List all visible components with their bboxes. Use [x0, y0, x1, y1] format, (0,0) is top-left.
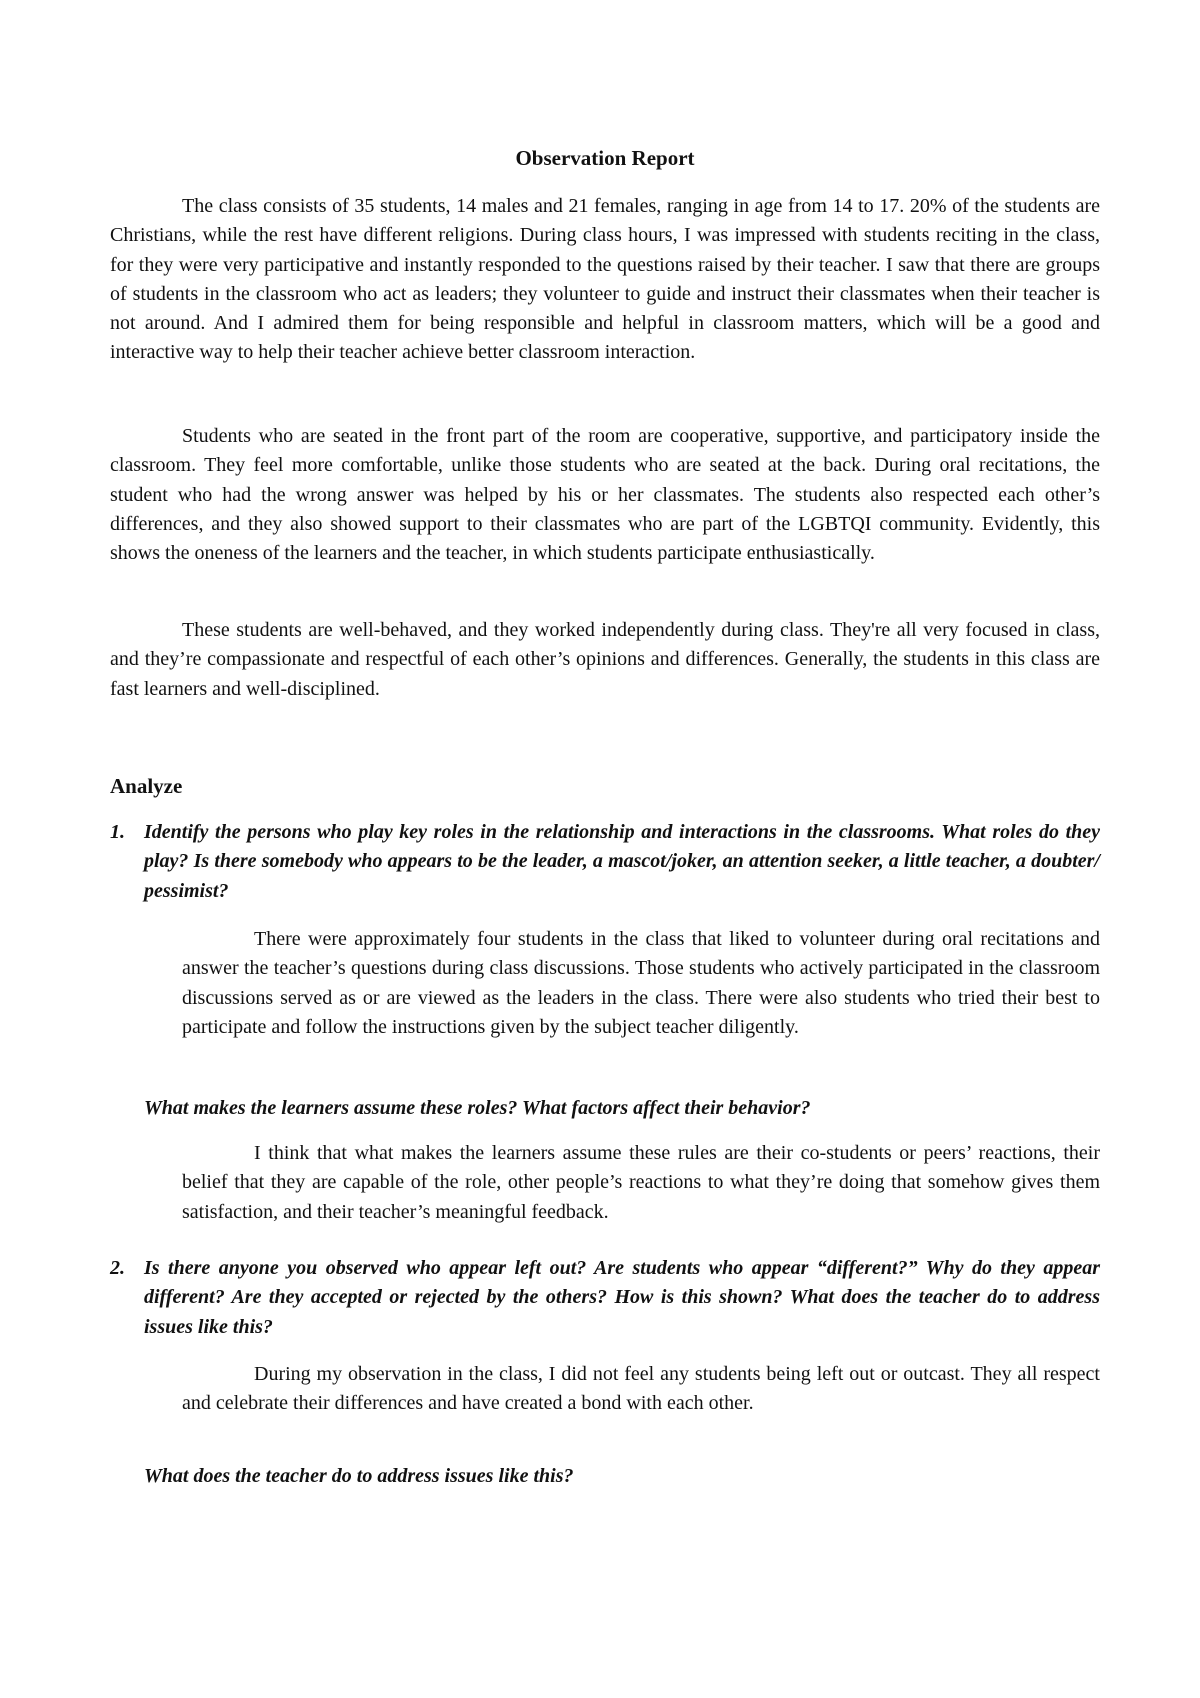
sub-question-2: What does the teacher do to address issues like this?: [144, 1465, 574, 1487]
answer-2: During my observation in the class, I did not feel any students being left out or outcast. They all respect and celebrate their differences and have created a bond with each other.: [182, 1363, 1100, 1415]
body-paragraph-1: The class consists of 35 students, 14 males and 21 females, ranging in age from 14 to 17. 20% of the students are Christians, while the rest have different religions. During class hours, I was impressed with students reciting in the class, for they were very participative and instantly responded to the questions raised by their teacher. I saw that there are groups of students in the classroom who act as leaders; they volunteer to guide and instruct their classmates when their teacher is not around. And I admired them for being responsible and helpful in classroom matters, which will be a good and interactive way to help their teacher achieve better classroom interaction.: [110, 195, 1100, 364]
analyze-heading: Analyze: [110, 774, 183, 798]
body-paragraph-3: These students are well-behaved, and they worked independently during class. They're all very focused in class, and they’re compassionate and respectful of each other’s opinions and differences. Generally, the students in this class are fast learners and well-disciplined.: [110, 619, 1100, 700]
body-paragraph-2: Students who are seated in the front part of the room are cooperative, supportive, and participatory inside the classroom. They feel more comfortable, unlike those students who are seated at the back. During oral recitations, the student who had the wrong answer was helped by his or her classmates. The students also respected each other’s differences, and they also showed support to their classmates who are part of the LGBTQI community. Evidently, this shows the oneness of the learners and the teacher, in which students participate enthusiastically.: [110, 425, 1100, 565]
question-2-number: 2.: [110, 1257, 125, 1279]
question-2: [110, 1254, 1100, 1342]
question-1-text: Identify the persons who play key roles in the relationship and interactions in the classrooms. What roles do they play? Is there somebody who appears to be the leader, a mascot/joker, an attention seeker, a little teacher, a doubter/ pessimist?: [144, 821, 1100, 902]
sub-question-1: What makes the learners assume these roles? What factors affect their behavior?: [144, 1097, 811, 1119]
question-1-number: 1.: [110, 821, 125, 843]
sub-answer-1: I think that what makes the learners assume these rules are their co-students or peers’ reactions, their belief that they are capable of the role, other people’s reactions to what they’re doing that somehow gives them satisfaction, and their teacher’s meaningful feedback.: [182, 1142, 1100, 1223]
page-title: Observation Report: [515, 146, 695, 170]
answer-1: There were approximately four students in the class that liked to volunteer during oral recitations and answer the teacher’s questions during class discussions. Those students who actively participated in the classroom discussions served as or are viewed as the leaders in the class. There were also students who tried their best to participate and follow the instructions given by the subject teacher diligently.: [182, 928, 1100, 1038]
question-2-text: Is there anyone you observed who appear left out? Are students who appear “different?” Why do they appear different? Are they accepted or rejected by the others? How is this shown? What does the teacher do to address issues like this?: [144, 1257, 1100, 1338]
question-1: [110, 818, 1100, 906]
